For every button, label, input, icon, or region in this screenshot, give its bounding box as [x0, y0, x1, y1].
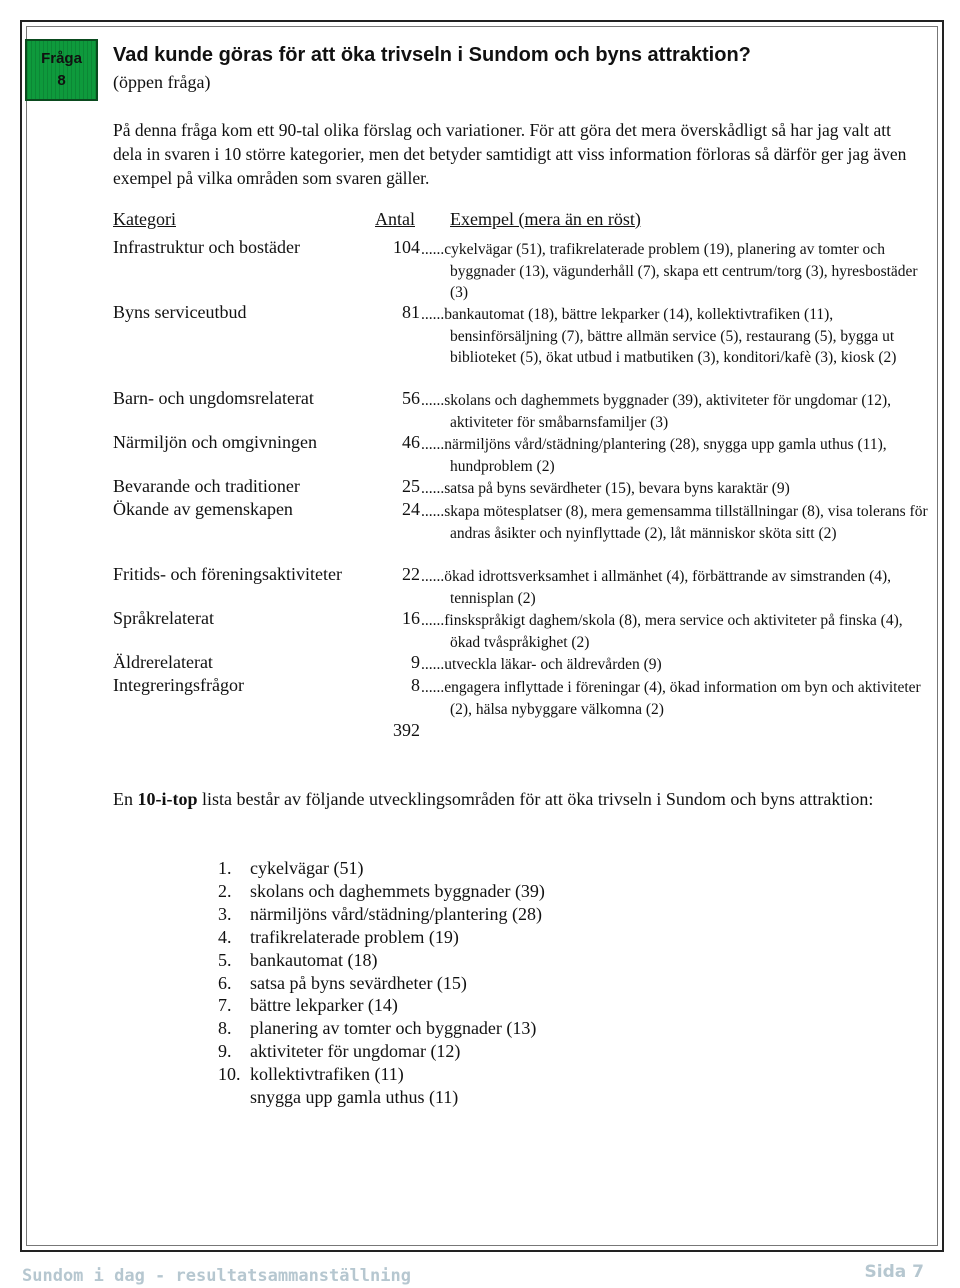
category-name: Integreringsfrågor	[113, 675, 244, 695]
badge-label: Fråga	[41, 50, 82, 67]
category-name: Äldrerelaterat	[113, 652, 213, 672]
top10-intro-post: lista består av följande utvecklingsområden för att öka trivseln i Sundom och byns attraktion:	[197, 789, 874, 809]
category-count: 22	[402, 564, 420, 584]
header-exempel: Exempel (mera än en röst)	[450, 209, 641, 229]
category-count: 24	[402, 499, 420, 519]
list-item	[218, 880, 545, 903]
list-item	[218, 1040, 545, 1063]
category-examples: ......finskspråkigt daghem/skola (8), mera service och aktiviteter på finska (4), ökad tvåspråkighet (2)	[421, 612, 903, 651]
list-item	[218, 903, 545, 926]
list-number: 9.	[218, 1041, 232, 1062]
category-examples: ......närmiljöns vård/städning/plantering (28), snygga upp gamla uthus (11), hundproblem (2)	[421, 436, 887, 475]
list-item	[218, 926, 545, 949]
category-examples: ......ökad idrottsverksamhet i allmänhet (4), förbättrande av simstranden (4), tennisplan (2)	[421, 568, 892, 607]
list-text: aktiviteter för ungdomar (12)	[250, 1041, 461, 1062]
category-examples: ......skolans och daghemmets byggnader (39), aktiviteter för ungdomar (12), aktiviteter för småbarnsfamiljer (3)	[421, 392, 892, 431]
top10-list	[218, 857, 545, 1109]
list-number: 8.	[218, 1018, 232, 1039]
category-count: 81	[402, 302, 420, 322]
category-name: Barn- och ungdomsrelaterat	[113, 388, 314, 408]
category-examples: ......engagera inflyttade i föreningar (4), ökad information om byn och aktiviteter (2), hälsa nybyggare välkomna (2)	[421, 679, 921, 718]
list-item	[218, 972, 545, 995]
list-text: bättre lekparker (14)	[250, 995, 398, 1016]
list-number: 1.	[218, 858, 232, 878]
list-text: skolans och daghemmets byggnader (39)	[250, 880, 545, 901]
category-examples: ......satsa på byns sevärdheter (15), bevara byns karaktär (9)	[421, 480, 790, 497]
category-count: 104	[393, 237, 420, 257]
list-item	[218, 1086, 545, 1109]
category-name: Fritids- och föreningsaktiviteter	[113, 564, 342, 584]
list-item	[218, 994, 545, 1017]
category-name: Närmiljön och omgivningen	[113, 432, 317, 452]
list-item	[218, 857, 545, 880]
category-name: Byns serviceutbud	[113, 302, 247, 322]
list-number	[218, 1086, 250, 1109]
list-number: 7.	[218, 995, 232, 1016]
footer-page-number: Sida 7	[864, 1262, 924, 1282]
list-number: 6.	[218, 972, 232, 993]
category-count: 25	[402, 476, 420, 496]
category-name: Ökande av gemenskapen	[113, 499, 293, 519]
list-text: kollektivtrafiken (11)	[250, 1064, 404, 1085]
category-name: Språkrelaterat	[113, 608, 214, 628]
list-text: cykelvägar (51)	[250, 858, 364, 878]
list-text: planering av tomter och byggnader (13)	[250, 1018, 537, 1039]
list-text: trafikrelaterade problem (19)	[250, 926, 459, 947]
category-name: Infrastruktur och bostäder	[113, 237, 300, 257]
question-subtitle: (öppen fråga)	[113, 72, 211, 92]
top10-intro-bold: 10-i-top	[137, 789, 198, 809]
category-examples: ......skapa mötesplatser (8), mera gemensamma tillställningar (8), visa tolerans för andras åsikter och nyinflyttade (2), låt människor sköta sitt (2)	[421, 503, 928, 542]
category-count: 9	[411, 652, 420, 672]
category-count: 46	[402, 432, 420, 452]
total-count: 392	[393, 720, 420, 740]
list-number: 2.	[218, 880, 232, 901]
category-examples: ......utveckla läkar- och äldrevården (9)	[421, 656, 662, 673]
list-text: närmiljöns vård/städning/plantering (28)	[250, 903, 542, 924]
question-title: Vad kunde göras för att öka trivseln i Sundom och byns attraktion?	[113, 44, 751, 66]
list-item	[218, 1063, 545, 1086]
question-badge	[25, 39, 98, 101]
list-number: 10.	[218, 1064, 241, 1085]
header-antal: Antal	[375, 209, 415, 229]
category-count: 16	[402, 608, 420, 628]
category-examples: ......cykelvägar (51), trafikrelaterade problem (19), planering av tomter och byggnader (13), vägunderhåll (7), skapa ett centrum/torg (3), hyresbostäder (3)	[421, 241, 918, 302]
top10-intro	[113, 788, 893, 811]
category-examples: ......bankautomat (18), bättre lekparker (14), kollektivtrafiken (11), bensinförsäljning (7), bättre allmän service (5), restaurang (5), bygga ut biblioteket (5), ökat utbud i matbutiken (3), konditori/kafè (3), kiosk (2)	[421, 306, 897, 367]
footer-document-title: Sundom i dag - resultatsammanställning	[22, 1266, 411, 1286]
list-item	[218, 1017, 545, 1040]
category-count: 8	[411, 675, 420, 695]
list-text: satsa på byns sevärdheter (15)	[250, 972, 467, 993]
list-text: bankautomat (18)	[250, 949, 378, 970]
intro-paragraph: På denna fråga kom ett 90-tal olika förslag och variationer. För att göra det mera överskådligt så har jag valt att dela in svaren i 10 större kategorier, men det betyder samtidigt att viss information förloras så därför ger jag även exempel på vilka områden som svaren gäller.	[113, 120, 907, 188]
list-text: snygga upp gamla uthus (11)	[250, 1087, 459, 1108]
top10-intro-pre: En	[113, 789, 138, 809]
category-name: Bevarande och traditioner	[113, 476, 300, 496]
badge-number: 8	[57, 72, 66, 89]
header-kategori: Kategori	[113, 209, 176, 229]
list-number: 4.	[218, 926, 232, 947]
category-count: 56	[402, 388, 420, 408]
list-item	[218, 949, 545, 972]
list-number: 5.	[218, 949, 232, 970]
list-number: 3.	[218, 903, 232, 924]
